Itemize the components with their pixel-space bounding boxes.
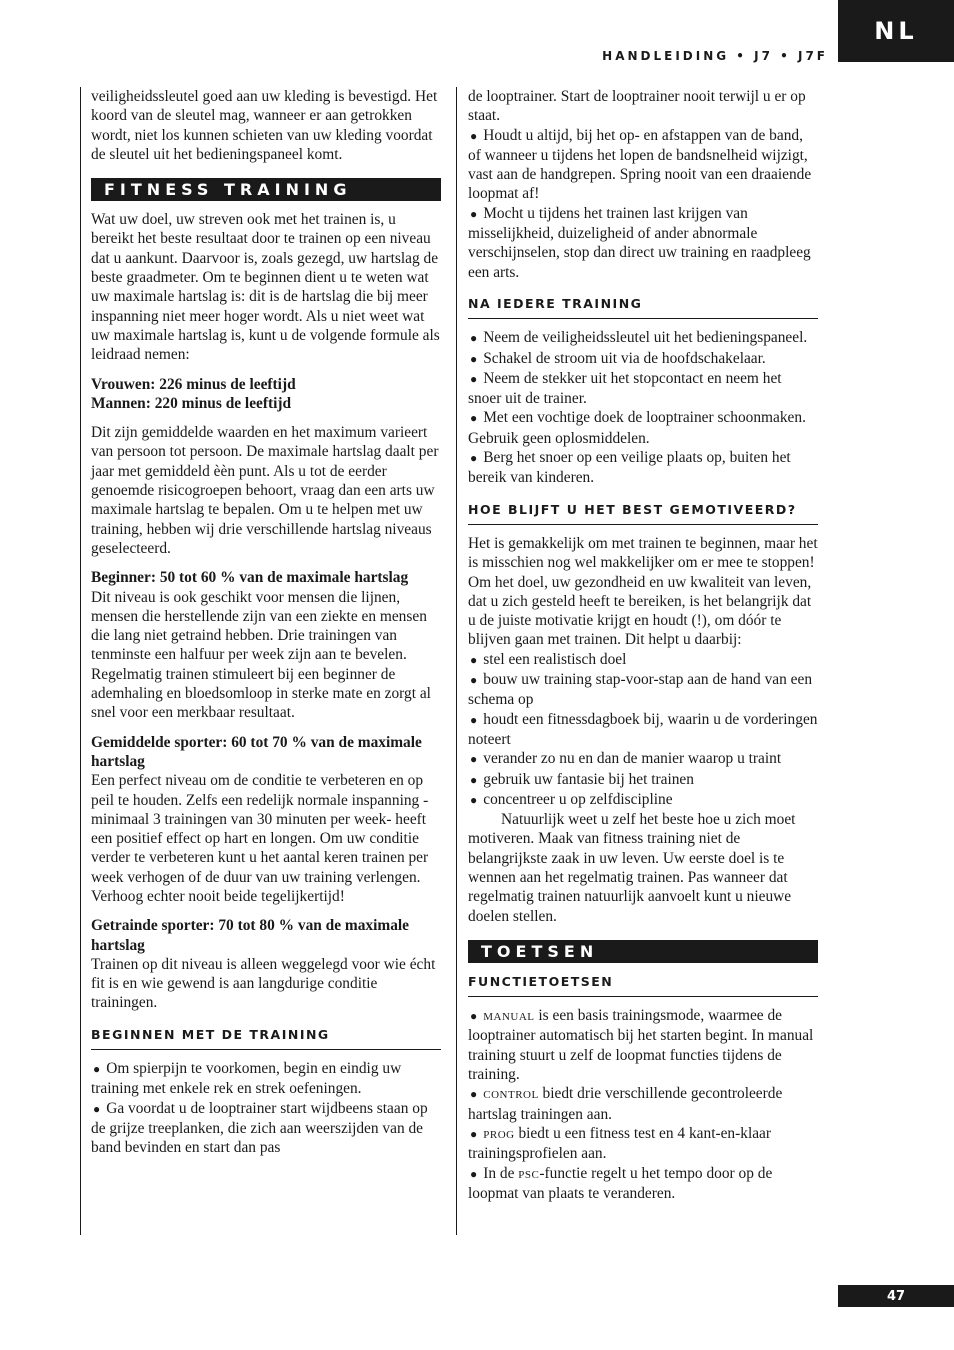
trained-heading: Getrainde sporter: 70 tot 80 % van de maximale hartslag — [91, 917, 410, 954]
list-item: ● In de psc-functie regelt u het tempo door op de loopmat van plaats te veranderen. — [468, 1164, 773, 1202]
bullet-icon: ● — [470, 1126, 478, 1141]
list-item: ● Met een vochtige doek de looptrainer schoonmaken. Gebruik geen oplosmiddelen. — [468, 409, 806, 447]
bullet-icon: ● — [470, 206, 478, 221]
average-text: Een perfect niveau om de conditie te verbeteren en op peil te houden. Zelfs een redelijk normale inspanning -minimaal 3 trainingen van 30 minuten per week- heeft een positief effect op hart en longen. Om uw conditie verder te verbeteren kunt u het aantal keren trainen per week verhogen of de duur van uw training verlengen. Verhoog echter nooit beide tegelijkertijd! — [91, 772, 429, 905]
prog-key-label: prog — [483, 1124, 515, 1142]
motivation-closing: Natuurlijk weet u zelf het beste hoe u zich moet motiveren. Maak van fitness training niet de belangrijkste zaak in uw leven. Uw eerste doel is te wennen aan het regelmatig trainen. Pas wanneer dat regelmatig trainen natuurlijk aanvoelt kunt u nieuwe doelen stellen. — [468, 811, 796, 925]
list-item: ● control biedt drie verschillende gecontroleerde hartslag trainingen aan. — [468, 1085, 783, 1123]
bullet-icon: ● — [93, 1101, 101, 1116]
motivation-heading: HOE BLIJFT U HET BEST GEMOTIVEERD? — [468, 500, 818, 525]
running-header: HANDLEIDING • J7 • J7F — [602, 49, 828, 63]
list-item: ● stel een realistisch doel — [470, 650, 627, 668]
list-item: ● gebruik uw fantasie bij het trainen — [470, 770, 694, 788]
list-item: ● Om spierpijn te voorkomen, begin en eindig uw training met enkele rek en strek oefeningen. — [91, 1060, 402, 1098]
list-item: ● Mocht u tijdens het trainen last krijgen van misselijkheid, duizeligheid of ander abnormale verschijnselen, stop dan direct uw training en raadpleeg een arts. — [468, 204, 811, 281]
bullet-icon: ● — [470, 652, 478, 667]
bullet-icon: ● — [470, 1087, 478, 1102]
center-column-rule — [456, 87, 457, 1235]
bullet-icon: ● — [470, 411, 478, 426]
page-number: 47 — [838, 1285, 954, 1307]
list-item: ● Ga voordat u de looptrainer start wijdbeens staan op de grijze treeplanken, die zich aan weerszijden van de band bevinden en start dan pas — [91, 1099, 428, 1157]
fitness-paragraph-2: Dit zijn gemiddelde waarden en het maximum varieert van persoon tot persoon. De maximale hartslag daalt per jaar met gemiddeld èèn punt. Als u tot de eerder genoemde risicogroepen behoort, vraag dan een arts uw maximale hartslag te bepalen. Om u te helpen met uw training, hebben wij drie verschillende hartslag niveaus geselecteerd. — [91, 424, 439, 557]
left-column — [91, 87, 441, 1158]
bullet-icon: ● — [470, 712, 478, 727]
control-key-label: control — [483, 1085, 539, 1103]
intro-paragraph: veiligheidssleutel goed aan uw kleding is bevestigd. Het koord van de sleutel mag, wanneer er aan getrokken wordt, niet los kunnen schieten van uw kleding voordat de sleutel uit het bedieningspaneel komt. — [91, 88, 438, 163]
bullet-icon: ● — [470, 1166, 478, 1181]
formula-men: Mannen: 220 minus de leeftijd — [91, 394, 292, 412]
continued-text: de looptrainer. Start de looptrainer nooit terwijl u er op staat. — [468, 88, 806, 125]
list-item: ● Neem de veiligheidssleutel uit het bedieningspaneel. — [470, 329, 808, 347]
bullet-icon: ● — [470, 128, 478, 143]
bullet-icon: ● — [470, 792, 478, 807]
bullet-icon: ● — [93, 1062, 101, 1077]
language-tab: NL — [838, 0, 954, 62]
list-item: ● Berg het snoer op een veilige plaats op, buiten het bereik van kinderen. — [468, 449, 791, 487]
after-training-heading: NA IEDERE TRAINING — [468, 294, 818, 319]
formula-women: Vrouwen: 226 minus de leeftijd — [91, 375, 296, 393]
right-column — [468, 87, 818, 1203]
bullet-icon: ● — [470, 772, 478, 787]
left-column-rule — [80, 87, 81, 1235]
list-item: ● verander zo nu en dan de manier waarop u traint — [470, 750, 782, 768]
bullet-icon: ● — [470, 351, 478, 366]
average-heading: Gemiddelde sporter: 60 tot 70 % van de maximale hartslag — [91, 733, 422, 770]
bullet-icon: ● — [470, 371, 478, 386]
list-item: ● bouw uw training stap-voor-stap aan de hand van een schema op — [468, 671, 813, 709]
list-item: ● prog biedt u een fitness test en 4 kant-en-klaar trainingsprofielen aan. — [468, 1124, 772, 1163]
fitness-training-banner: FITNESS TRAINING — [91, 178, 441, 201]
motivation-text: Het is gemakkelijk om met trainen te beginnen, maar het is misschien nog wel makkelijker om er mee te stoppen! Om het doel, uw gezondheid en uw kwaliteit van leven, dat u zich gesteld heeft te bereiken, is het belangrijk dat u de juiste motivatie krijgt en houdt (!), om dóór te blijven gaan met trainen. Dit helpt u daarbij: — [468, 534, 818, 649]
list-item: ● manual is een basis trainingsmode, waarmee de looptrainer automatisch bij het starten begint. In manual training stuurt u zelf de loopmat functies tijdens de training. — [468, 1007, 814, 1084]
bullet-icon: ● — [470, 451, 478, 466]
trained-text: Trainen op dit niveau is alleen weggelegd voor wie écht fit is en wie gewend is aan langdurige conditie trainingen. — [91, 955, 436, 1012]
function-keys-heading: FUNCTIETOETSEN — [468, 972, 818, 997]
list-item: ● Houdt u altijd, bij het op- en afstappen van de band, of wanneer u tijdens het lopen de bandsnelheid wijzigt, vast aan de handgrepen. Spring nooit van een draaiende loopmat af! — [468, 126, 812, 203]
beginner-text: Dit niveau is ook geschikt voor mensen die lijnen, mensen die herstellende zijn van een ziekte en mensen die lang niet getraind hebben. Drie trainingen van tenminste een halfuur per week zijn aan te bevelen. Regelmatig trainen stimuleert bij een beginner de ademhaling en bloedsomloop in sterke mate en zorgt al snel voor een merkbaar resultaat. — [91, 588, 431, 722]
list-item: ● Schakel de stroom uit via de hoofdschakelaar. — [470, 349, 766, 367]
fitness-paragraph-1: Wat uw doel, uw streven ook met het trainen is, u bereikt het beste resultaat door te trainen op een niveau dat u aankunt. Daarvoor is, zoals gezegd, uw hartslag de beste graadmeter. Om te beginnen dient u te weten wat uw maximale hartslag is: dit is de hartslag die bij meer inspanning niet meer hoger wordt. Als u niet weet wat uw maximale hartslag is, kunt u de volgende formule als leidraad nemen: — [91, 211, 440, 364]
psc-key-label: psc — [518, 1164, 540, 1182]
beginner-heading: Beginner: 50 tot 60 % van de maximale hartslag — [91, 569, 409, 587]
bullet-icon: ● — [470, 1009, 478, 1024]
toetsen-banner: TOETSEN — [468, 940, 818, 963]
manual-key-label: manual — [483, 1007, 535, 1025]
start-training-heading: BEGINNEN MET DE TRAINING — [91, 1025, 441, 1050]
list-item: ● houdt een fitnessdagboek bij, waarin u de vorderingen noteert — [468, 710, 818, 748]
list-item: ● concentreer u op zelfdiscipline — [470, 790, 673, 808]
list-item: ● Neem de stekker uit het stopcontact en neem het snoer uit de trainer. — [468, 369, 782, 408]
bullet-icon: ● — [470, 331, 478, 346]
bullet-icon: ● — [470, 673, 478, 688]
bullet-icon: ● — [470, 752, 478, 767]
